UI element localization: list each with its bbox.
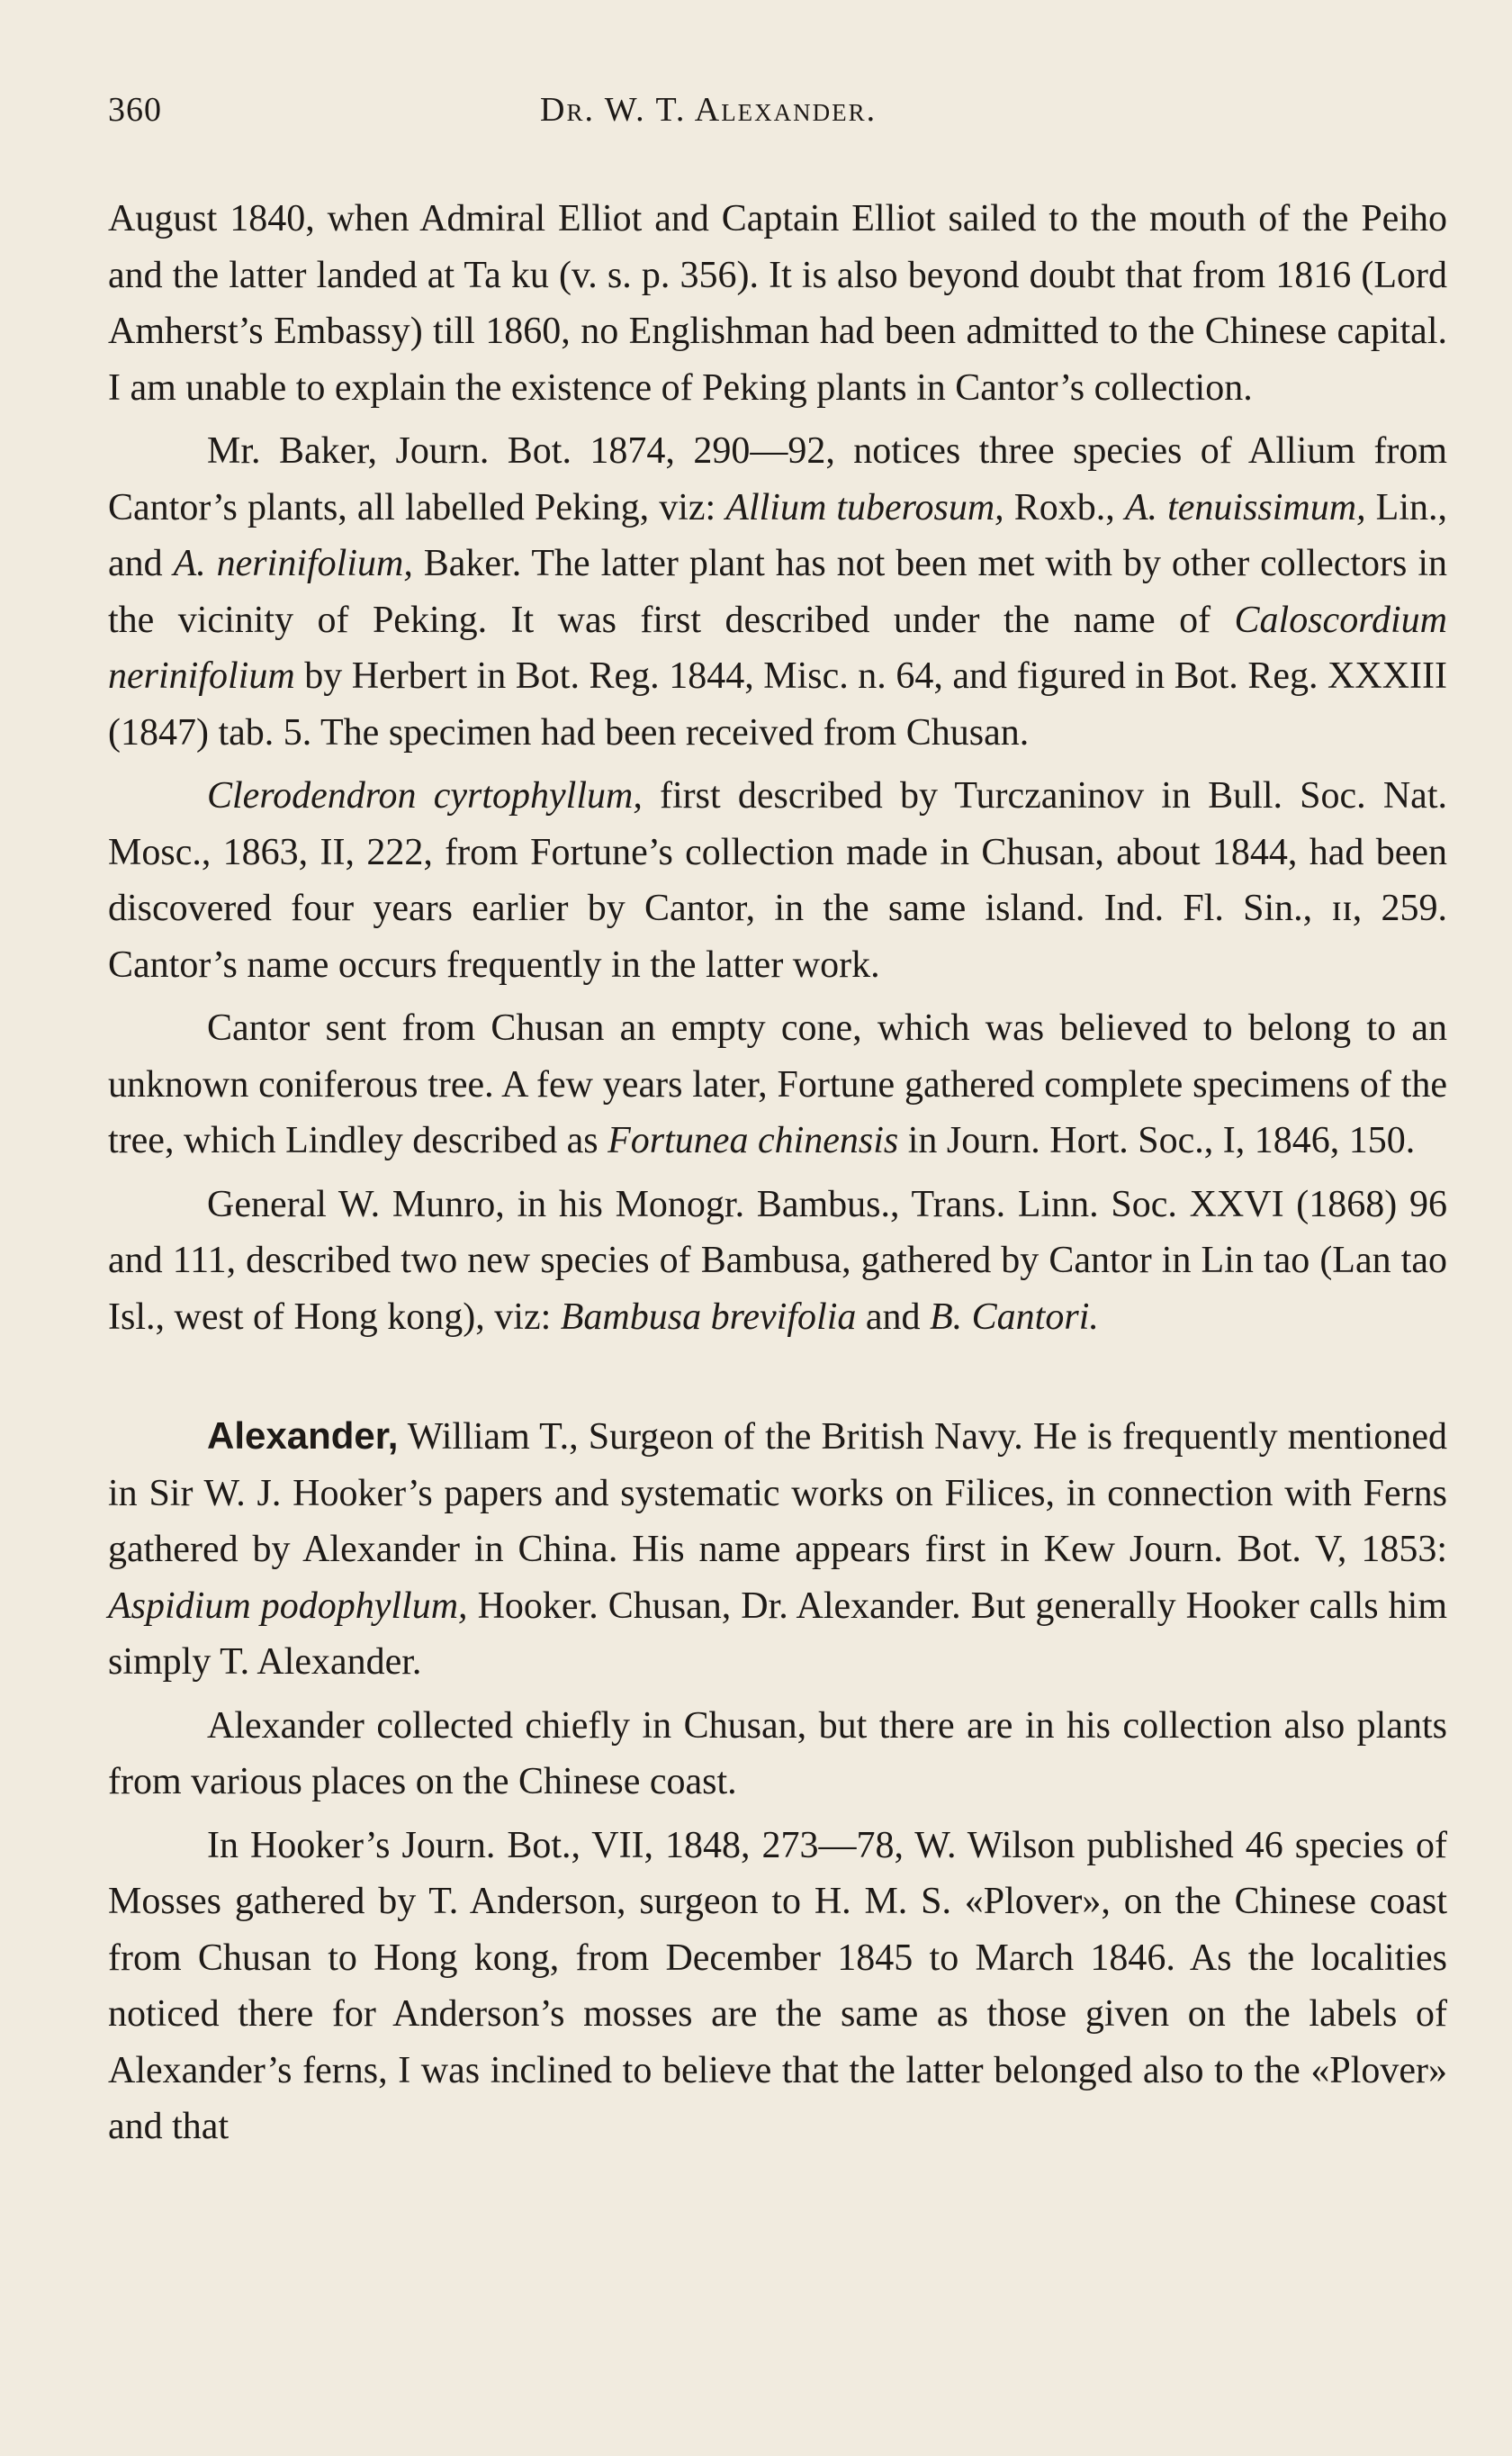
page-body: [108, 191, 1447, 2155]
running-head: Dr. W. T. Alexander.: [540, 91, 878, 129]
paragraph-text: Alexander collected chiefly in Chusan, but there are in his collection also plants from various places on the Chinese coast.: [108, 1704, 1447, 1802]
text-run: Cantor sent from Chusan an empty cone, which was believed to belong to an unknown coniferous tree. A few years later, Fortune gathered complete specimens of the tree, which Lindley described as: [108, 1007, 1447, 1161]
species-name: Clerodendron cyrtophyllum,: [207, 775, 643, 817]
paragraph-text: August 1840, when Admiral Elliot and Captain Elliot sailed to the mouth of the Peiho and the latter landed at Ta ku (v. s. p. 356). It is also beyond doubt that from 1816 (Lord Amherst’s Embassy) till 1860, no Englishman had been admitted to the Chinese capital. I am unable to explain the existence of Peking plants in Cantor’s collection.: [108, 198, 1447, 409]
text-run: and: [856, 1296, 931, 1338]
text-run: General W. Munro, in his Monogr. Bambus., Trans. Linn. Soc. XXVI (1868) 96 and 111, described two new species of Bambusa, gathered by Cantor in Lin tao (Lan tao Isl., west of Hong kong), viz:: [108, 1183, 1447, 1338]
text-run: Roxb.,: [1004, 486, 1125, 528]
species-name: A. nerinifolium,: [173, 543, 413, 584]
entry-headword: Alexander,: [207, 1414, 399, 1457]
paragraph-clerodendron: [108, 768, 1447, 993]
text-run: Mr. Baker, Journ. Bot. 1874, 290—92, notices three species of Allium from Cantor’s plants, all labelled Peking, viz:: [108, 430, 1447, 528]
text-run: Hooker. Chusan, Dr. Alexander. But generally Hooker calls him simply T. Alexander.: [108, 1585, 1447, 1683]
text-run: Lin., and: [108, 486, 1448, 584]
species-name: Bambusa brevifolia: [560, 1296, 857, 1338]
text-run: first described by Turczaninov in Bull. Soc. Nat. Mosc., 1863, II, 222, from Fortune’s collection made in Chusan, about 1844, had been discovered four years earlier by Cantor, in the same island. Ind. Fl. Sin., ɪɪ, 259. Cantor’s name occurs frequently in the latter work.: [108, 775, 1447, 986]
text-run: William T., Surgeon of the British Navy. He is frequently mentioned in Sir W. J. Hooker’s papers and systematic works on Filices, in connection with Ferns gathered by Alexander in China. His name appears first in Kew Journ. Bot. V, 1853:: [108, 1416, 1447, 1570]
entry-alexander: [108, 1408, 1447, 1691]
page-header: [108, 90, 1447, 144]
text-run: Baker. The latter plant has not been met with by other collectors in the vicinity of Peking. It was first described under the name of: [108, 543, 1447, 641]
page-number: 360: [108, 91, 162, 129]
paragraph-bambusa: [108, 1177, 1447, 1346]
paragraph-collection: [108, 1698, 1447, 1810]
species-name: Allium tuberosum,: [725, 486, 1004, 528]
text-run: in Journ. Hort. Soc., I, 1846, 150.: [898, 1120, 1416, 1161]
species-name: B. Cantori.: [930, 1296, 1099, 1338]
paragraph-fortunea: [108, 1000, 1447, 1169]
species-name: A. tenuissimum,: [1124, 486, 1366, 528]
species-name: Fortunea chinensis: [608, 1120, 899, 1161]
paragraph-allium: [108, 423, 1447, 761]
paragraph-continuation: [108, 191, 1447, 416]
text-run: by Herbert in Bot. Reg. 1844, Misc. n. 64, and figured in Bot. Reg. XXXIII (1847) tab. 5. The specimen had been received from Chusan.: [108, 655, 1447, 754]
species-name: Aspidium podophyllum,: [108, 1585, 468, 1627]
paragraph-text: In Hooker’s Journ. Bot., VII, 1848, 273—78, W. Wilson published 46 species of Mosses gathered by T. Anderson, surgeon to H. M. S. «Plover», on the Chinese coast from Chusan to Hong kong, from December 1845 to March 1846. As the localities noticed there for Anderson’s mosses are the same as those given on the labels of Alexander’s ferns, I was inclined to believe that the latter belonged also to the «Plover» and that: [108, 1824, 1447, 2147]
species-name: Caloscordium nerinifolium: [108, 599, 1447, 697]
paragraph-mosses: [108, 1818, 1447, 2155]
